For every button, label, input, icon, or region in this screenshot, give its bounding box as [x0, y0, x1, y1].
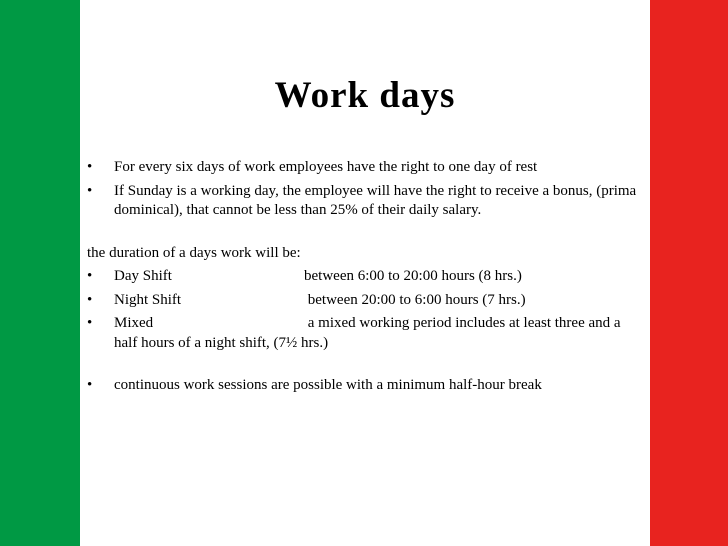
bullet-six-days — [87, 158, 647, 178]
bullet-sunday — [87, 182, 647, 221]
shift-night — [87, 291, 647, 311]
duration-intro: the duration of a days work will be: — [87, 244, 301, 261]
bullet-icon: • — [87, 182, 93, 199]
bullet-text: continuous work sessions are possible with a minimum half-hour break — [114, 377, 542, 393]
green-band — [0, 0, 80, 546]
bullet-icon: • — [87, 315, 93, 331]
bullet-icon: • — [87, 268, 93, 284]
shift-desc: a mixed working period includes at least three and a half hours of a night shift, (7½ hrs.) — [114, 315, 621, 351]
shift-desc: between 20:00 to 6:00 hours (7 hrs.) — [304, 291, 526, 308]
red-band — [650, 0, 728, 546]
bullet-icon: • — [87, 291, 93, 308]
shift-mixed — [87, 314, 647, 353]
bullet-icon: • — [87, 159, 93, 175]
shift-name: Night Shift — [114, 291, 182, 308]
bullet-continuous — [87, 376, 647, 396]
shift-desc: between 6:00 to 20:00 hours (8 hrs.) — [304, 268, 522, 284]
bullet-text: For every six days of work employees have the right to one day of rest — [114, 159, 538, 175]
shift-name: Day Shift — [114, 268, 172, 284]
slide-title: Work days — [274, 75, 456, 116]
shift-name: Mixed — [114, 315, 154, 331]
bullet-icon: • — [87, 377, 93, 393]
shift-day — [87, 267, 647, 287]
slide-body — [87, 158, 647, 396]
bullet-text: If Sunday is a working day, the employee will have the right to receive a bonus, (prima dominical), that cannot be less than 25% of their daily salary. — [114, 182, 637, 218]
